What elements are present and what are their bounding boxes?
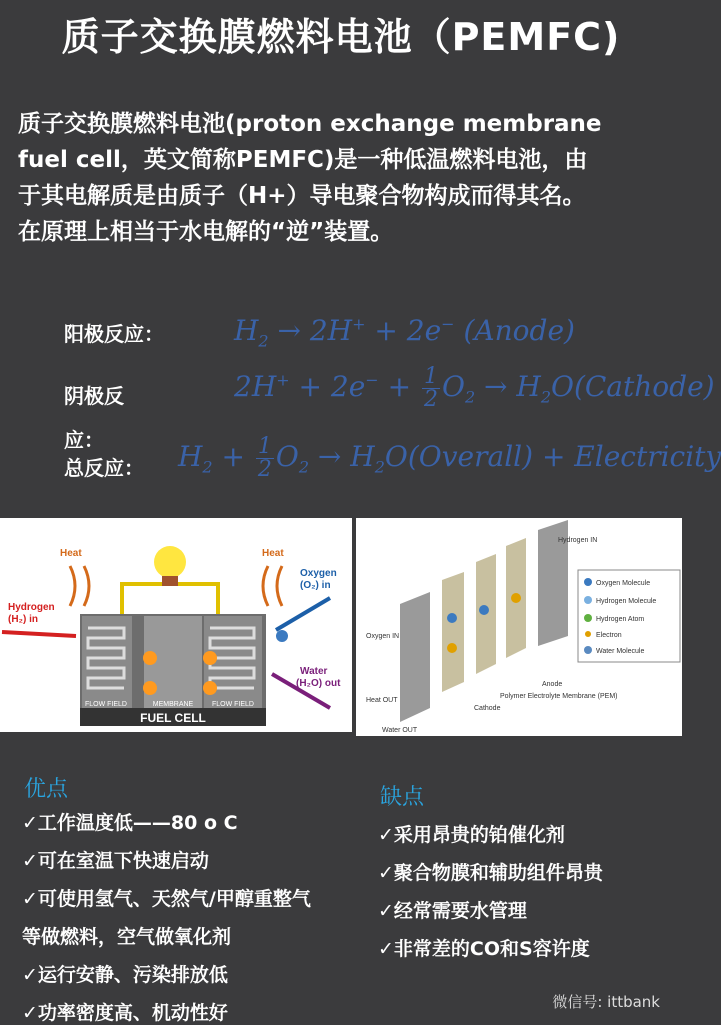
wechat-watermark: 微信号: ittbank: [552, 993, 660, 1011]
flow-field-label-left: FLOW FIELD: [84, 701, 128, 708]
anode-equation: $H_2 \to 2H^+ + 2e^-$ (Anode): [234, 314, 575, 351]
fuel-cell-label: FUEL CELL: [140, 711, 206, 725]
disadvantage-item: ✓聚合物膜和辅助组件昂贵: [378, 862, 603, 884]
water-label: Water: [300, 666, 328, 677]
fuel-cell-diagram: [0, 518, 352, 732]
legend-hydrogen-molecule: Hydrogen Molecule: [596, 598, 657, 605]
oxygen-in-label: Oxygen IN: [366, 633, 400, 640]
cathode-equation: 2H+ + 2e− + $\frac{1}{2}$ $O_2$ → $H_2O(Cathode)$: [234, 364, 715, 412]
membrane-label: MEMBRANE: [152, 701, 194, 708]
advantage-item: ✓运行安静、污染排放低: [22, 964, 228, 986]
water-out-label: Water OUT: [382, 727, 418, 734]
overall-reaction-label: 总反应：: [64, 456, 144, 480]
advantage-item: ✓可使用氢气、天然气/甲醇重整气: [22, 888, 311, 910]
legend-water-molecule: Water Molecule: [596, 648, 645, 655]
legend-electron: Electron: [596, 632, 622, 639]
legend-hydrogen-atom: Hydrogen Atom: [596, 616, 645, 623]
heat-label-right: Heat: [262, 548, 284, 559]
advantages-heading: 优点: [24, 777, 69, 802]
heat-label-left: Heat: [60, 548, 82, 559]
pem-label: Polymer Electrolyte Membrane (PEM): [500, 693, 618, 700]
intro-line: 于其电解质是由质子（H+）导电聚合物构成而得其名。: [18, 183, 586, 209]
pemfc-stack-diagram: [356, 518, 682, 736]
disadvantage-item: ✓非常差的CO和S容许度: [378, 938, 590, 960]
advantage-item: 等做燃料，空气做氧化剂: [22, 926, 232, 948]
flow-field-label-right: FLOW FIELD: [211, 701, 255, 708]
cathode-reaction-label: 阴极反: [64, 384, 124, 408]
intro-line: fuel cell，英文简称PEMFC)是一种低温燃料电池，由: [18, 147, 588, 173]
hydrogen-in-label: Hydrogen IN: [558, 537, 598, 544]
advantage-item: ✓功率密度高、机动性好: [22, 1002, 228, 1024]
intro-line: 在原理上相当于水电解的“逆”装置。: [18, 219, 394, 245]
cathode-label: Cathode: [474, 705, 501, 712]
anode-label: Anode: [542, 681, 563, 688]
advantage-item: ✓工作温度低——80 o C: [22, 812, 238, 834]
intro-paragraph: [18, 106, 668, 250]
disadvantage-item: ✓采用昂贵的铂催化剂: [378, 824, 565, 846]
disadvantages-heading: 缺点: [380, 785, 425, 810]
oxygen-label: Oxygen: [300, 568, 337, 579]
water-sub-label: (H₂O) out: [296, 678, 341, 689]
legend-oxygen-molecule: Oxygen Molecule: [596, 580, 651, 587]
overall-equation: $H_2$ + $\frac{1}{2}$ $O_2$ → $H_2O(Overall)$ + Electricity: [178, 434, 721, 482]
disadvantage-item: ✓经常需要水管理: [378, 900, 527, 922]
hydrogen-label: Hydrogen: [8, 602, 55, 613]
intro-line: 质子交换膜燃料电池(proton exchange membrane: [18, 111, 602, 137]
page-title: 质子交换膜燃料电池（PEMFC): [61, 15, 621, 59]
oxygen-sub-label: (O₂) in: [300, 580, 331, 591]
hydrogen-sub-label: (H₂) in: [8, 614, 38, 625]
anode-reaction-label: 阳极反应：: [64, 322, 164, 346]
advantage-item: ✓可在室温下快速启动: [22, 850, 209, 872]
cathode-reaction-label-2: 应：: [64, 428, 104, 452]
heat-out-label: Heat OUT: [366, 697, 398, 704]
